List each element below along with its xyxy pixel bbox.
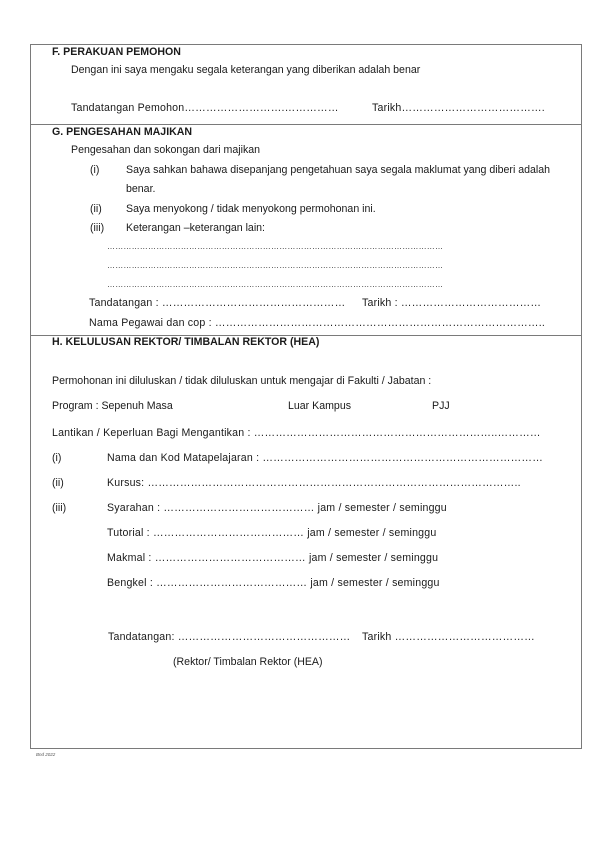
section-f-heading: F. PERAKUAN PEMOHON: [52, 46, 181, 58]
item-number: (i): [52, 452, 62, 464]
section-h-heading: H. KELULUSAN REKTOR/ TIMBALAN REKTOR (HEA): [52, 336, 320, 348]
employer-item-text: Saya sahkan bahawa disepanjang pengetahuan saya segala maklumat yang diberi adalah: [126, 164, 551, 176]
program-option-full-time[interactable]: Program : Sepenuh Masa: [52, 400, 173, 412]
workshop-hours-field[interactable]: Bengkel : …………………………………… jam / semester / seminggu: [107, 577, 440, 589]
remarks-line[interactable]: ……………………………………………………………………………………………………………: [107, 261, 444, 270]
course-field[interactable]: Kursus: …………………………………………………………………………………………..: [107, 477, 521, 489]
subject-name-code-field[interactable]: Nama dan Kod Matapelajaran : ……………………………………………………………………: [107, 452, 544, 464]
item-number: (i): [90, 164, 100, 176]
section-divider-f-g: [31, 124, 581, 125]
employer-intro: Pengesahan dan sokongan dari majikan: [71, 144, 261, 156]
lab-hours-field[interactable]: Makmal : …………………………………… jam / semester / seminggu: [107, 552, 439, 564]
appointment-field[interactable]: Lantikan / Keperluan Bagi Mengantikan : …………………………………………………………..…………: [52, 427, 541, 439]
tutorial-hours-field[interactable]: Tutorial : …………………………………… jam / semester / seminggu: [107, 527, 437, 539]
officer-name-stamp-field[interactable]: Nama Pegawai dan cop : ………………………………………………………………………………..: [89, 317, 546, 329]
item-number: (iii): [52, 502, 67, 514]
rector-signature-field[interactable]: Tandatangan: …………………………………………: [108, 631, 351, 643]
remarks-line[interactable]: ……………………………………………………………………………………………………………: [107, 242, 444, 251]
applicant-signature-field[interactable]: Tandatangan Pemohon……………………….……………: [71, 102, 339, 114]
employer-signature-field[interactable]: Tandatangan : ……………………………………………: [89, 297, 346, 309]
item-number: (iii): [90, 222, 105, 234]
program-option-off-campus[interactable]: Luar Kampus: [288, 400, 352, 412]
signatory-title: (Rektor/ Timbalan Rektor (HEA): [173, 656, 323, 668]
lecture-hours-field[interactable]: Syarahan : …………………………………… jam / semester / seminggu: [107, 502, 447, 514]
applicant-date-field[interactable]: Tarikh………………………………….: [372, 102, 545, 114]
revision-note: Bnd 2022: [36, 752, 56, 757]
remarks-line[interactable]: ……………………………………………………………………………………………………………: [107, 280, 444, 289]
item-number: (ii): [90, 203, 102, 215]
employer-date-field[interactable]: Tarikh : …………………………………: [362, 297, 542, 309]
support-option-text[interactable]: Saya menyokong / tidak menyokong permohonan ini.: [126, 203, 376, 215]
item-number: (ii): [52, 477, 64, 489]
rector-date-field[interactable]: Tarikh …………………………………: [362, 631, 535, 643]
remarks-label: Keterangan –keterangan lain:: [126, 222, 266, 234]
program-option-pjj[interactable]: PJJ: [432, 400, 450, 412]
section-g-heading: G. PENGESAHAN MAJIKAN: [52, 126, 193, 138]
declaration-statement: Dengan ini saya mengaku segala keterangan yang diberikan adalah benar: [71, 64, 421, 76]
employer-item-text-cont: benar.: [126, 183, 156, 195]
approval-statement[interactable]: Permohonan ini diluluskan / tidak diluluskan untuk mengajar di Fakulti / Jabatan :: [52, 375, 432, 387]
